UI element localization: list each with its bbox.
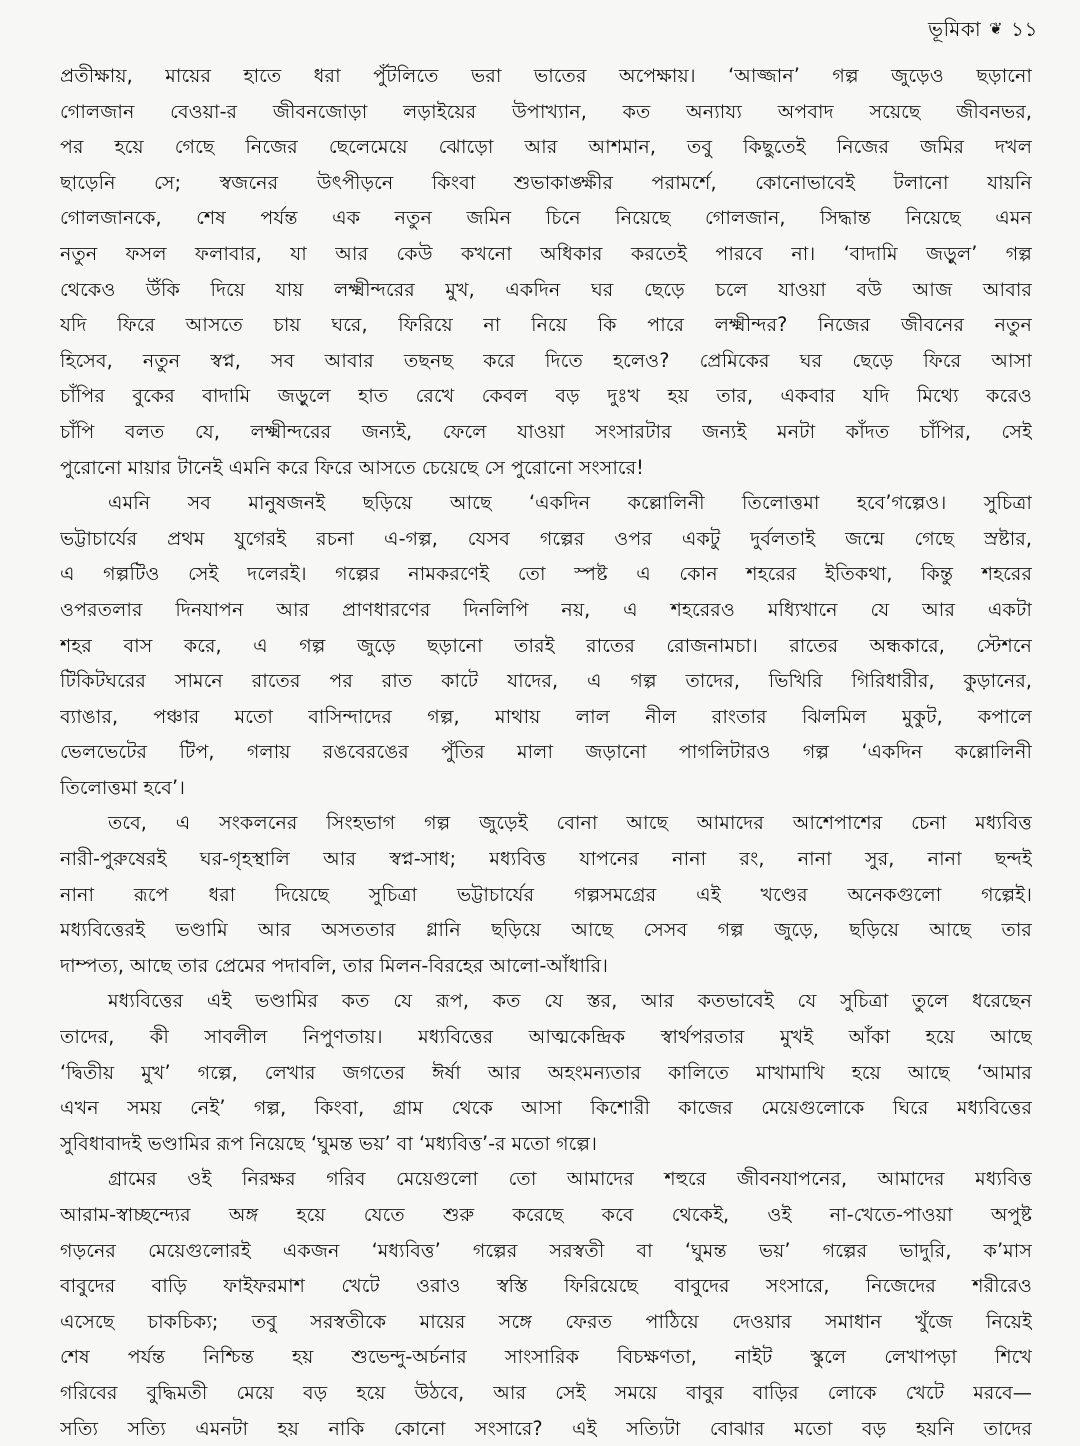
- text-line: চাঁপির বুকের বাদামি জড়ুলে হাত রেখে কেবল বড় দুঃখ হয় তার, একবার যদি মিথ্যে করেও: [60, 384, 1032, 408]
- text-line: পুরোনো মায়ার টানেই এমনি করে ফিরে আসতে চেয়েছে সে পুরোনো সংসারে!: [60, 455, 644, 479]
- text-line: মধ্যবিত্তের এই ভণ্ডামির কত যে রূপ, কত যে স্তর, আর কতভাবেই যে সুচিত্রা তুলে ধরেছেন: [108, 989, 1032, 1013]
- text-line: টিকিটঘরের সামনে রাতের পর রাত কাটে যাদের, এ গল্প তাদের, ভিখিরি গিরিধারীর, কুড়ানের,: [60, 669, 1032, 693]
- text-line: গ্রামের ওই নিরক্ষর গরিব মেয়েগুলো তো আমাদের শহুরে জীবনযাপনের, আমাদের মধ্যবিত্ত: [108, 1167, 1032, 1191]
- text-line: গোলজানকে, শেষ পর্যন্ত এক নতুন জমিন চিনে নিয়েছে গোলজান, সিদ্ধান্ত নিয়েছে এমন: [60, 206, 1032, 230]
- text-line: আরাম-স্বাচ্ছন্দ্যের অঙ্গ হয়ে যেতে শুরু করেছে কবে থেকেই, ওই না-খেতে-পাওয়া অপুষ্ট: [60, 1203, 1032, 1226]
- text-line: সুবিধাবাদই ভণ্ডামির রূপ নিয়েছে ‘ঘুমন্ত ভয়’ বা ‘মধ্যবিত্ত’-র মতো গল্পে।: [60, 1131, 597, 1155]
- text-line: নতুন ফসল ফলাবার, যা আর কেউ কখনো অধিকার করতেই পারবে না। ‘বাদামি জড়ুল’ গল্প: [60, 241, 1032, 265]
- text-line: ছাড়েনি সে; স্বজনের উৎপীড়নে কিংবা শুভাকাঙ্ক্ষীর পরামর্শে, কোনোভাবেই টলানো যায়নি: [60, 170, 1032, 194]
- text-line: তবে, এ সংকলনের সিংহভাগ গল্প জুড়েই বোনা আছে আমাদের আশেপাশের চেনা মধ্যবিত্ত: [108, 811, 1032, 835]
- text-line: মধ্যবিত্তেরই ভণ্ডামি আর অসততার গ্লানি ছড়িয়ে আছে সেসব গল্প জুড়ে, ছড়িয়ে আছে তার: [60, 918, 1032, 942]
- text-line: প্রতীক্ষায়, মায়ের হাতে ধরা পুঁটলিতে ভরা ভাতের অপেক্ষায়। ‘আজ্জান’ গল্প জুড়েও ছড়ানো: [60, 64, 1032, 87]
- text-line: ওপরতলার দিনযাপন আর প্রাণধারণের দিনলিপি নয়, এ শহরেরও মধ্যিখানে যে আর একটা: [60, 597, 1032, 621]
- text-line: এসেছে চাকচিক্য; তবু সরস্বতীকে মায়ের সঙ্গে ফেরত পাঠিয়ে দেওয়ার সমাধান খুঁজে নিয়েই: [60, 1309, 1032, 1333]
- text-line: দাম্পত্য, আছে তার প্রেমের পদাবলি, তার মিলন-বিরহের আলো-আঁধারি।: [60, 953, 609, 977]
- text-line: ভট্টাচার্যের প্রথম যুগেরই রচনা এ-গল্প, যেসব গল্পের ওপর একটু দুর্বলতাই জন্মে গেছে স্রষ্টার,: [60, 526, 1032, 550]
- text-line: ভেলভেটের টিপ, গলায় রঙবেরঙের পুঁতির মালা জড়ানো পাগলিটারও গল্প ‘একদিন কল্লোলিনী: [60, 740, 1032, 764]
- paragraph: [60, 983, 1032, 1161]
- text-line: চাঁপি বলত যে, লক্ষ্মীন্দরের জন্যই, ফেলে যাওয়া সংসারটার জন্যই মনটা কাঁদত চাঁপির, সেই: [60, 419, 1032, 443]
- paragraph: [60, 58, 1032, 485]
- text-line: থেকেও উঁকি দিয়ে যায় লক্ষ্মীন্দরের মুখ, একদিন ঘর ছেড়ে চলে যাওয়া বউ আজ আবার: [60, 277, 1032, 301]
- page-number: ১১: [1011, 17, 1038, 41]
- running-header: [928, 16, 1038, 42]
- text-line: ‘দ্বিতীয় মুখ’ গল্পে, লেখার জগতের ঈর্ষা আর অহংমন্যতার কালিতে মাখামাখি হয়ে আছে ‘আমার: [60, 1060, 1032, 1084]
- text-line: এখন সময় নেই’ গল্প, কিংবা, গ্রাম থেকে আসা কিশোরী কাজের মেয়েগুলোকে ঘিরে মধ্যবিত্তের: [60, 1096, 1032, 1120]
- text-line: গরিবের বুদ্ধিমতী মেয়ে বড় হয়ে উঠবে, আর সেই সময়ে বাবুর বাড়ির লোকে খেটে মরবে—: [60, 1380, 1032, 1404]
- text-line: তিলোত্তমা হবে’।: [60, 775, 185, 799]
- text-line: নারী-পুরুষেরই ঘর-গৃহস্থালি আর স্বপ্ন-সাধ; মধ্যবিত্ত যাপনের নানা রং, নানা সুর, নানা ছন্দই: [60, 847, 1032, 871]
- paragraph: [60, 1161, 1032, 1446]
- text-line: গড়নের মেয়েগুলোরই একজন ‘মধ্যবিত্ত’ গল্পের সরস্বতী বা ‘ঘুমন্ত ভয়’ গল্পের ভাদুরি, ক’মাস: [60, 1238, 1032, 1262]
- section-title: ভূমিকা: [928, 17, 982, 41]
- text-line: যদি ফিরে আসতে চায় ঘরে, ফিরিয়ে না নিয়ে কি পারে লক্ষ্মীন্দর? নিজের জীবনের নতুন: [60, 313, 1032, 337]
- paragraph: [60, 805, 1032, 983]
- text-line: এ গল্পটিও সেই দলেরই। গল্পের নামকরণেই তো স্পষ্ট এ কোন শহরের ইতিকথা, কিন্তু শহরের: [60, 562, 1032, 586]
- text-line: হিসেব, নতুন স্বপ্ন, সব আবার তছনছ করে দিতে হলেও? প্রেমিকের ঘর ছেড়ে ফিরে আসা: [60, 348, 1032, 372]
- text-line: বাবুদের বাড়ি ফাইফরমাশ খেটে ওরাও স্বস্তি ফিরিয়েছে বাবুদের সংসারে, নিজেদের শরীরেও: [60, 1274, 1032, 1298]
- paragraph: [60, 485, 1032, 805]
- text-line: এমনি সব মানুষজনই ছড়িয়ে আছে ‘একদিন কল্লোলিনী তিলোত্তমা হবে’গল্পেও। সুচিত্রা: [108, 491, 1032, 515]
- text-line: তাদের, কী সাবলীল নিপুণতায়। মধ্যবিত্তের আত্মকেন্দ্রিক স্বার্থপরতার মুখই আঁকা হয়ে আছে: [60, 1025, 1032, 1049]
- text-line: সত্যি সত্যি এমনটা হয় নাকি কোনো সংসারে? এই সত্যিটা বোঝার মতো বড় হয়নি তাদের: [60, 1416, 1032, 1440]
- text-line: গোলজান বেওয়া-র জীবনজোড়া লড়াইয়ের উপাখ্যান, কত অন্যায্য অপবাদ সয়েছে জীবনভর,: [60, 99, 1032, 123]
- ornament-icon: ❦: [989, 19, 1004, 38]
- text-line: শেষ পর্যন্ত নিশ্চিন্ত হয় শুভেন্দু-অর্চনার সাংসারিক বিচক্ষণতা, নাইট স্কুলে লেখাপড়া শিখে: [60, 1345, 1032, 1369]
- text-line: পর হয়ে গেছে নিজের ছেলেমেয়ে ঝোড়ো আর আশমান, তবু কিছুতেই নিজের জমির দখল: [60, 135, 1032, 159]
- text-line: শহর বাস করে, এ গল্প জুড়ে ছড়ানো তারই রাতের রোজনামচা। রাতের অন্ধকারে, স্টেশনে: [60, 633, 1032, 657]
- text-line: ব্যাঙার, পঞ্চার মতো বাসিন্দাদের গল্প, মাথায় লাল নীল রাংতার ঝিলমিল মুকুট, কপালে: [60, 704, 1032, 728]
- text-line: নানা রূপে ধরা দিয়েছে সুচিত্রা ভট্টাচার্যের গল্পসমগ্রের এই খণ্ডের অনেকগুলো গল্পেই।: [60, 882, 1032, 906]
- body-text: [60, 58, 1032, 1446]
